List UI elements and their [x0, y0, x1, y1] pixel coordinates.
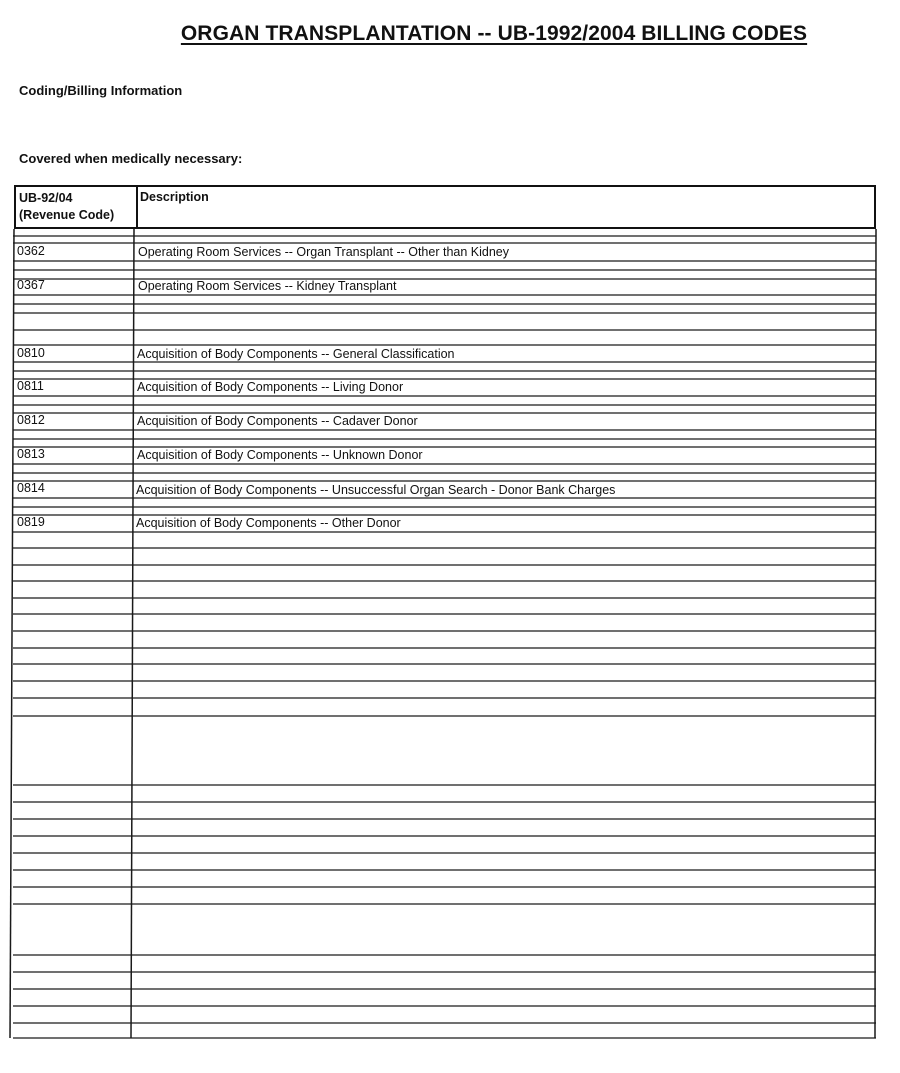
row-code: 0813 [17, 447, 45, 461]
row-description: Acquisition of Body Components -- Cadaver Donor [137, 414, 418, 428]
row-code: 0811 [17, 379, 44, 393]
table-column-line [131, 229, 134, 1038]
row-code: 0812 [17, 413, 45, 427]
section-heading: Coding/Billing Information [19, 83, 183, 98]
row-code: 0367 [17, 278, 45, 292]
table-column-line [10, 229, 14, 1038]
document-title-text: ORGAN TRANSPLANTATION -- UB-1992/2004 BILLING CODES [180, 22, 808, 45]
coverage-note: Covered when medically necessary: [19, 151, 243, 166]
row-description: Operating Room Services -- Organ Transplant -- Other than Kidney [138, 245, 509, 259]
header-description-column: Description [140, 190, 209, 204]
row-code: 0810 [17, 346, 45, 360]
row-code: 0362 [17, 244, 45, 258]
row-description: Acquisition of Body Components -- Other Donor [136, 516, 401, 530]
row-description: Operating Room Services -- Kidney Transplant [138, 279, 397, 293]
row-code: 0819 [17, 515, 45, 529]
row-description: Acquisition of Body Components -- Living Donor [137, 380, 404, 394]
row-description: Acquisition of Body Components -- Unsuccessful Organ Search - Donor Bank Charges [136, 483, 616, 497]
row-description: Acquisition of Body Components -- Unknown Donor [137, 448, 423, 462]
row-description: Acquisition of Body Components -- General Classification [137, 347, 455, 361]
header-code-line2: (Revenue Code) [19, 208, 115, 222]
row-code: 0814 [17, 481, 45, 495]
header-code-line1: UB-92/04 [19, 191, 73, 205]
table-column-line [875, 229, 876, 1038]
